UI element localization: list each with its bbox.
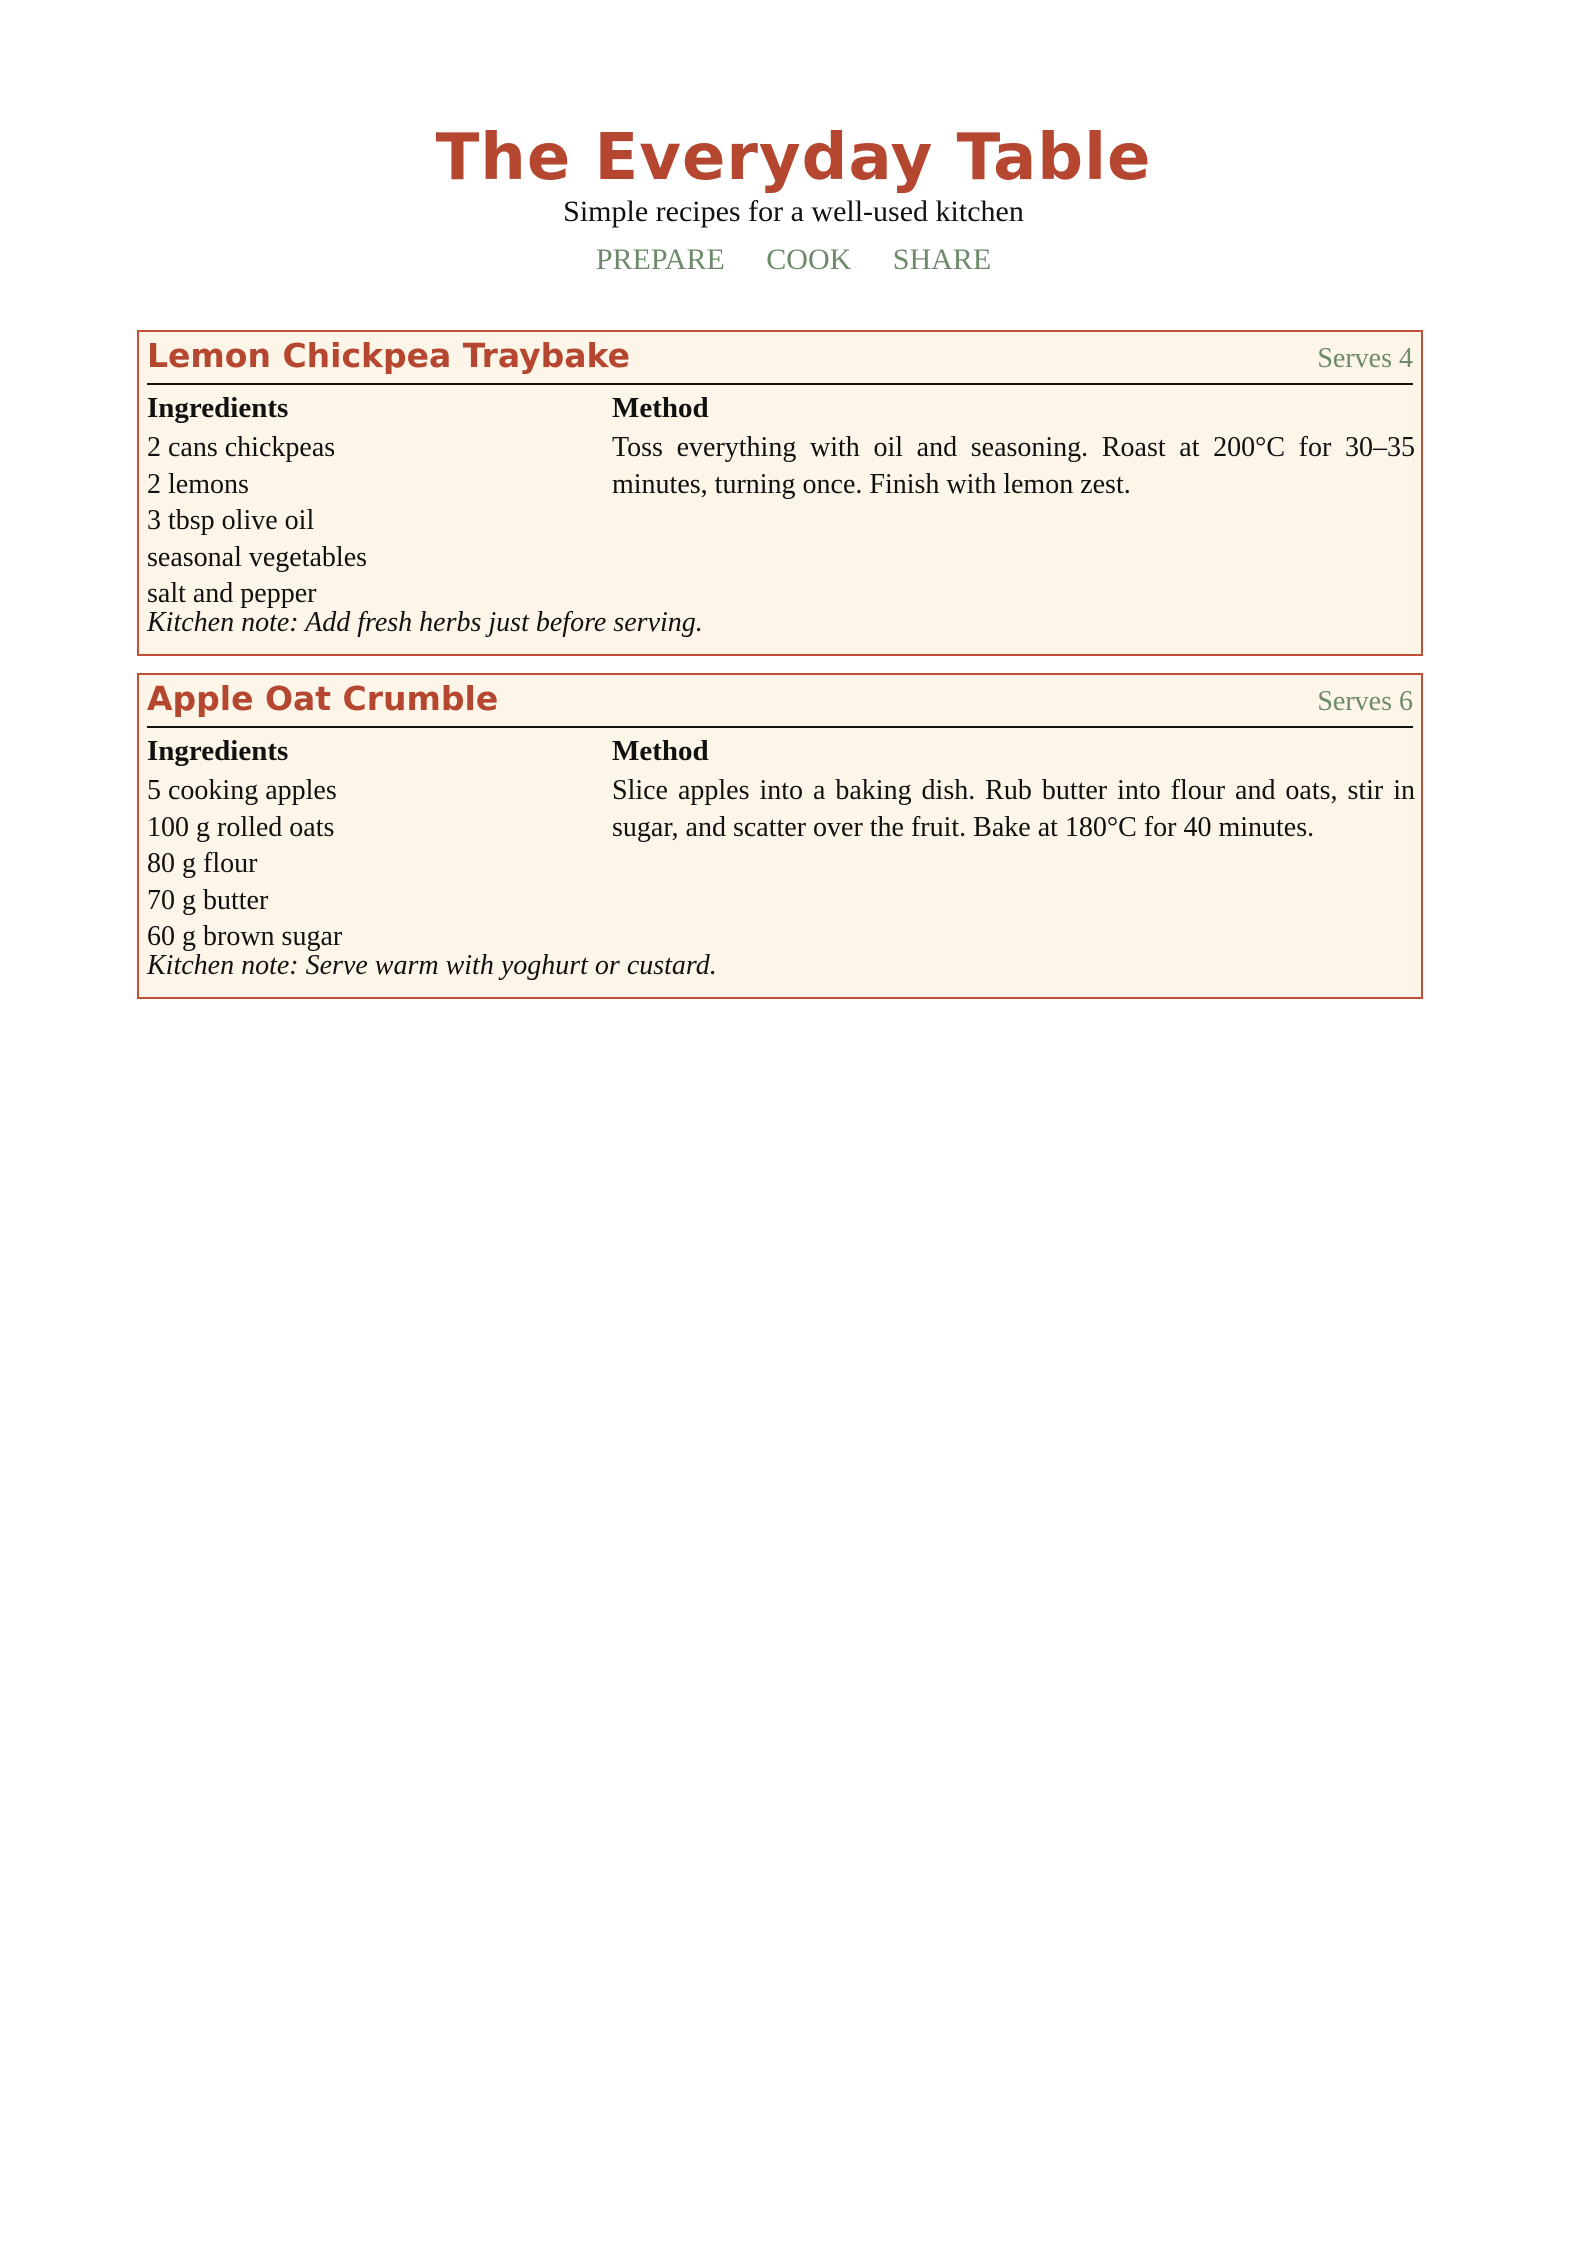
method-column [612,733,1415,846]
ingredient-item: 2 cans chickpeas [147,432,336,463]
ingredient-item: 100 g rolled oats [147,811,335,843]
ingredient-item: 3 tbsp olive oil [147,505,315,536]
masthead [0,118,1587,278]
site-subtitle: Simple recipes for a well-used kitchen [563,195,1024,228]
kitchen-note: Kitchen note: Add fresh herbs just before serving. [147,607,703,638]
serves-label: Serves 6 [1317,686,1413,717]
ingredients-list [147,430,587,613]
recipe-header [147,675,1413,728]
ingredient-item: 80 g flour [147,848,258,879]
recipe-header [147,332,1413,385]
method-column [612,390,1415,503]
method-text: Toss everything with oil and seasoning. Roast at 200°C for 30–35 minutes, turning once. Finish with lemon zest. [612,432,1415,500]
ingredients-column [147,390,587,613]
ingredient-item: 2 lemons [147,468,249,500]
method-text: Slice apples into a baking dish. Rub butter into flour and oats, stir in sugar, and scatter over the fruit. Bake at 180°C for 40 minutes. [612,775,1415,843]
serves-label: Serves 4 [1317,343,1413,374]
nav-item-prepare[interactable]: PREPARE [595,243,725,276]
method-heading: Method [612,735,709,767]
recipe-title: Lemon Chickpea Traybake [147,336,630,375]
ingredients-heading: Ingredients [147,735,289,767]
method-heading: Method [612,392,709,424]
ingredients-list [147,773,587,956]
kitchen-note: Kitchen note: Serve warm with yoghurt or custard. [147,950,717,981]
ingredients-heading: Ingredients [147,392,289,424]
ingredient-item: seasonal vegetables [147,541,368,573]
ingredients-column [147,733,587,956]
ingredient-item: salt and pepper [147,578,317,609]
recipe-title: Apple Oat Crumble [147,679,499,718]
nav-item-cook[interactable]: COOK [766,243,852,276]
nav-item-share[interactable]: SHARE [892,243,992,276]
site-title: The Everyday Table [435,121,1152,195]
main-nav [0,242,1587,278]
recipe-card [137,330,1423,656]
ingredient-item: 5 cooking apples [147,775,337,806]
recipe-card [137,673,1423,999]
ingredient-item: 70 g butter [147,884,269,916]
ingredient-item: 60 g brown sugar [147,921,343,952]
